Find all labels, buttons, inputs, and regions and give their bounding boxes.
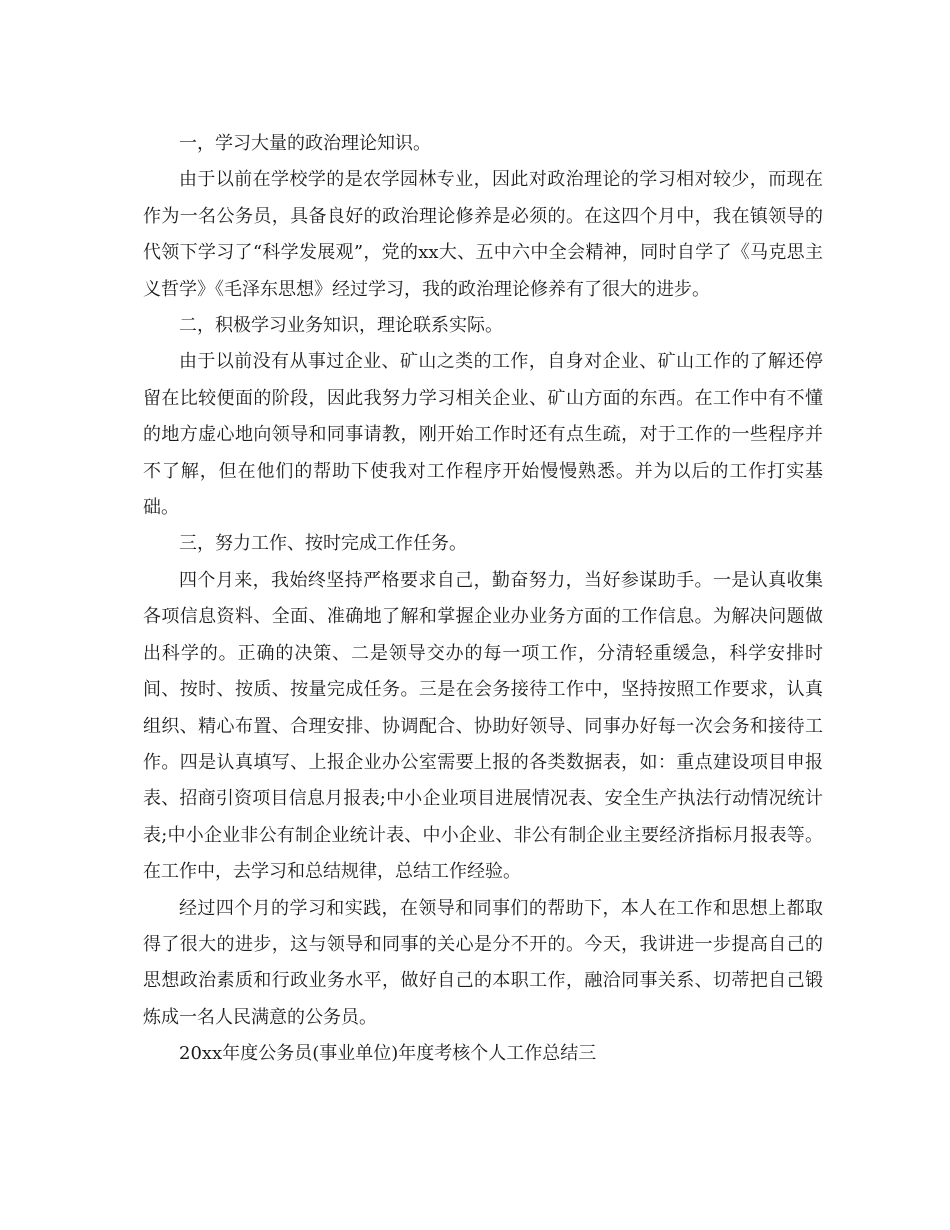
section-heading-2: 二，积极学习业务知识，理论联系实际。 <box>179 315 503 337</box>
body-paragraph-3: 四个月来，我始终坚持严格要求自己，勤奋努力，当好参谋助手。一是认真收集各项信息资料、全面、准确地了解和掌握企业办业务方面的工作信息。为解决问题做出科学的。正确的决策、二是领导交办的每一项工作，分清轻重缓急，科学安排时间、按时、按质、按量完成任务。三是在会务接待工作中，坚持按照工作要求，认真组织、精心布置、合理安排、协调配合、协助好领导、同事办好每一次会务和接待工作。四是认真填写、上报企业办公室需要上报的各类数据表，如：重点建设项目申报表、招商引资项目信息月报表;中小企业项目进展情况表、安全生产执法行动情况统计表;中小企业非公有制企业统计表、中小企业、非公有制企业主要经济指标月报表等。在工作中，去学习和总结规律，总结工作经验。 <box>143 569 823 883</box>
document-title-next: 20xx年度公务员(事业单位)年度考核个人工作总结三 <box>179 1043 597 1065</box>
body-paragraph-1: 由于以前在学校学的是农学园林专业，因此对政治理论的学习相对较少，而现在作为一名公务员，具备良好的政治理论修养是必须的。在这四个月中，我在镇领导的代领下学习了“科学发展观”，党的xx大、五中六中全会精神，同时自学了《马克思主义哲学》《毛泽东思想》经过学习，我的政治理论修养有了很大的进步。 <box>143 169 823 300</box>
section-heading-3: 三，努力工作、按时完成工作任务。 <box>179 533 467 555</box>
body-paragraph-4: 经过四个月的学习和实践，在领导和同事们的帮助下，本人在工作和思想上都取得了很大的进步，这与领导和同事的关心是分不开的。今天，我讲进一步提高自己的思想政治素质和行政业务水平，做好自己的本职工作，融洽同事关系、切蒂把自己锻炼成一名人民满意的公务员。 <box>143 897 823 1028</box>
document-body <box>143 126 823 1073</box>
section-heading-1: 一，学习大量的政治理论知识。 <box>179 133 431 154</box>
body-paragraph-2: 由于以前没有从事过企业、矿山之类的工作，自身对企业、矿山工作的了解还停留在比较便面的阶段，因此我努力学习相关企业、矿山方面的东西。在工作中有不懂的地方虚心地向领导和同事请教，刚开始工作时还有点生疏，对于工作的一些程序并不了解，但在他们的帮助下使我对工作程序开始慢慢熟悉。并为以后的工作打实基础。 <box>143 351 823 519</box>
